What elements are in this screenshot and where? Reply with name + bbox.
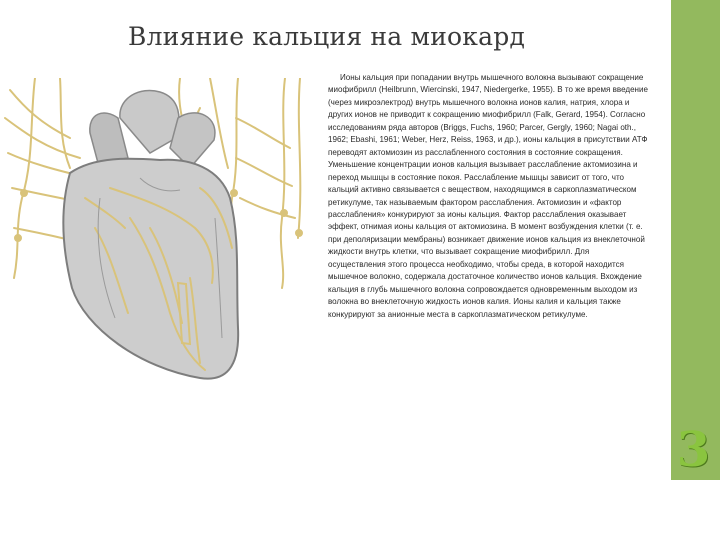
sidebar-white-stripe bbox=[667, 0, 671, 480]
slide-body-text: Ионы кальция при попадании внутрь мышечного волокна вызывают сокращение миофибрилл (Heilbrunn, Wiercinski, 1947, Niedergerke, 1955). В то же время введение (через микроэлектрод) внутрь мышечного волокна ионов калия, натрия, хлора и других ионов не приводит к сокращению миофибрилл (Falk, Gerard, 1954). Согласно исследованиям ряда авторов (Briggs, Fuchs, 1960; Parcer, Gergly, 1960; Nagai oth., 1962; Ebashi, 1961; Weber, Herz, Reiss, 1963, и др.), ионы кальция в присутствии АТФ переводят актомиозин из расслабленного состояния в состояние сокращения. Уменьшение концентрации ионов кальция вызывает расслабление актомиозина и переход мышцы в состояние покоя. Расслабление мышцы зависит от того, что кальций активно связывается с веществом, находящимся в саркоплазматическом ретикулуме, так называемым фактором расслабления. Актомиозин и «фактор расслабления» конкурируют за ионы кальция. Фактор расслабления оказывает эффект, отнимая ионы кальция от актомиозина. В момент возбуждения клетки (т. е. при деполяризации мембраны) возникает движение ионов кальция из внеклеточной жидкости внутрь клетки, что вызывает сокращение миофибрилл. Для осуществления этого процесса необходимо, чтобы среда, в которой находится мышечное волокно, содержала достаточное количество ионов кальция. Вхождение кальция в глубь мышечного волокна сопровождается одновременным выходом из волокна во внеклеточную жидкость ионов калия. Ионы калия и кальция также конкурируют за анионные места в саркоплазматическом ретикулуме. bbox=[328, 73, 648, 319]
heart-innervation-illustration bbox=[0, 78, 330, 400]
slide-title: Влияние кальция на миокард bbox=[128, 22, 526, 51]
decorative-sidebar bbox=[667, 0, 720, 540]
sidebar-green-band bbox=[667, 0, 720, 480]
page-number: 3 bbox=[676, 422, 711, 478]
